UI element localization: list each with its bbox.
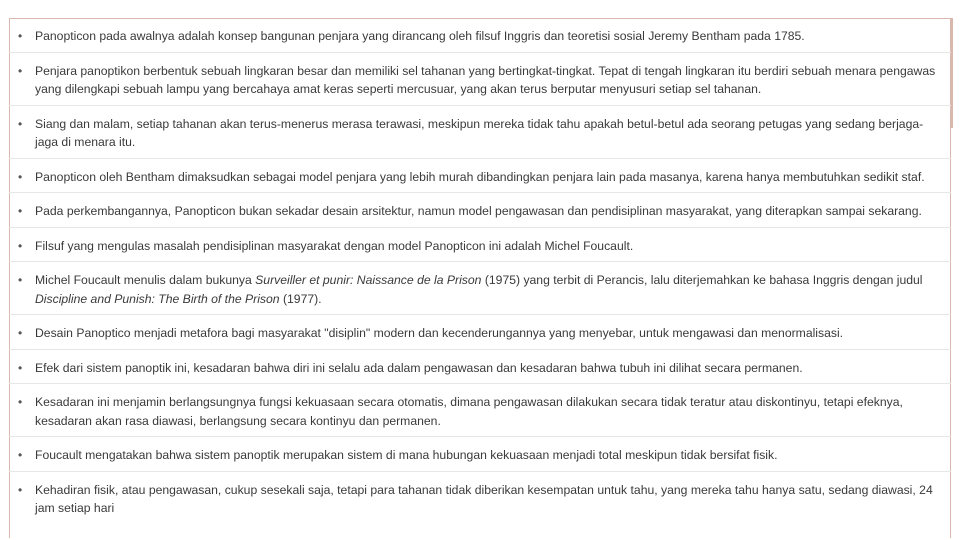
bullet-icon: • xyxy=(18,238,23,253)
bullet-icon: • xyxy=(18,204,23,218)
bullet-icon: • xyxy=(18,29,23,43)
bullet-text: Panopticon oleh Bentham dimaksudkan sebagai model penjara yang lebih murah dibandingkan penjara lain pada masanya, karena hanya membutuhkan sedikit staf. xyxy=(35,169,925,184)
bullet-item xyxy=(9,106,951,159)
bullet-text: Desain Panoptico menjadi metafora bagi masyarakat "disiplin" modern dan kecenderungannya yang menyebar, untuk mengawasi dan menormalisasi. xyxy=(35,326,844,340)
bullet-item xyxy=(9,262,951,315)
bullet-item xyxy=(9,53,951,106)
bullet-item xyxy=(9,350,951,385)
bullet-icon: • xyxy=(18,169,23,184)
bullet-icon: • xyxy=(18,273,23,287)
book-title-french: Surveiller et punir: Naissance de la Prison xyxy=(255,273,482,287)
bullet-icon: • xyxy=(18,482,23,497)
bullet-text: Panopticon pada awalnya adalah konsep bangunan penjara yang dirancang oleh filsuf Inggris dan teoretisi sosial Jeremy Bentham pada 1785. xyxy=(35,29,805,43)
bullet-item xyxy=(9,437,951,472)
bullet-icon: • xyxy=(18,116,23,131)
bullet-icon: • xyxy=(18,326,23,340)
bullet-text: Pada perkembangannya, Panopticon bukan sekadar desain arsitektur, namun model pengawasan dan pendisiplinan masyarakat, yang diterapkan sampai sekarang. xyxy=(35,204,922,218)
bullet-text-part: Michel Foucault menulis dalam bukunya xyxy=(35,273,256,287)
bullet-item xyxy=(9,159,951,194)
bullet-item xyxy=(9,18,951,53)
bullet-text: Kesadaran ini menjamin berlangsungnya fungsi kekuasaan secara otomatis, dimana pengawasan dilakukan secara tidak teratur atau diskontinyu, tetapi efeknya, kesadaran akan rasa diawasi, berlangsung secara kontinyu dan permanen. xyxy=(35,395,903,428)
bullet-item xyxy=(9,472,951,524)
bullet-icon: • xyxy=(18,395,23,409)
book-title-english: Discipline and Punish: The Birth of the Prison xyxy=(35,291,280,306)
bullet-item xyxy=(9,228,951,263)
bullet-text-part: (1975) yang terbit di Perancis, lalu diterjemahkan ke bahasa Inggris dengan judul xyxy=(481,273,923,287)
frame-accent-bar xyxy=(951,18,953,128)
bullet-text: Siang dan malam, setiap tahanan akan terus-menerus merasa terawasi, meskipun mereka tidak tahu apakah betul-betul ada seorang petugas yang sedang berjaga-jaga di menara itu. xyxy=(35,116,924,149)
bullet-text: Efek dari sistem panoptik ini, kesadaran bahwa diri ini selalu ada dalam pengawasan dan kesadaran bahwa tubuh ini dilihat secara permanen. xyxy=(35,360,803,375)
bullet-item xyxy=(9,193,951,228)
bullet-list xyxy=(9,18,951,524)
bullet-icon: • xyxy=(18,448,23,462)
bullet-text: Filsuf yang mengulas masalah pendisiplinan masyarakat dengan model Panopticon ini adalah Michel Foucault. xyxy=(35,238,634,253)
bullet-text: Kehadiran fisik, atau pengawasan, cukup sesekali saja, tetapi para tahanan tidak diberikan kesempatan untuk tahu, yang mereka tahu hanya satu, sedang diawasi, 24 jam setiap hari xyxy=(35,482,933,515)
bullet-text-part: (1977). xyxy=(279,291,322,306)
bullet-item xyxy=(9,315,951,350)
bullet-text: Foucault mengatakan bahwa sistem panoptik merupakan sistem di mana hubungan kekuasaan menjadi total meskipun tidak bersifat fisik. xyxy=(35,448,778,462)
bullet-icon: • xyxy=(18,63,23,78)
bullet-icon: • xyxy=(18,360,23,375)
bullet-item xyxy=(9,384,951,437)
bullet-text: Penjara panoptikon berbentuk sebuah lingkaran besar dan memiliki sel tahanan yang bertingkat-tingkat. Tepat di tengah lingkaran itu berdiri sebuah menara pengawas yang dilengkapi sebuah lampu yang bercahaya amat keras seperti mercusuar, yang akan terus berputar menyusuri setiap sel tahanan. xyxy=(35,63,936,96)
